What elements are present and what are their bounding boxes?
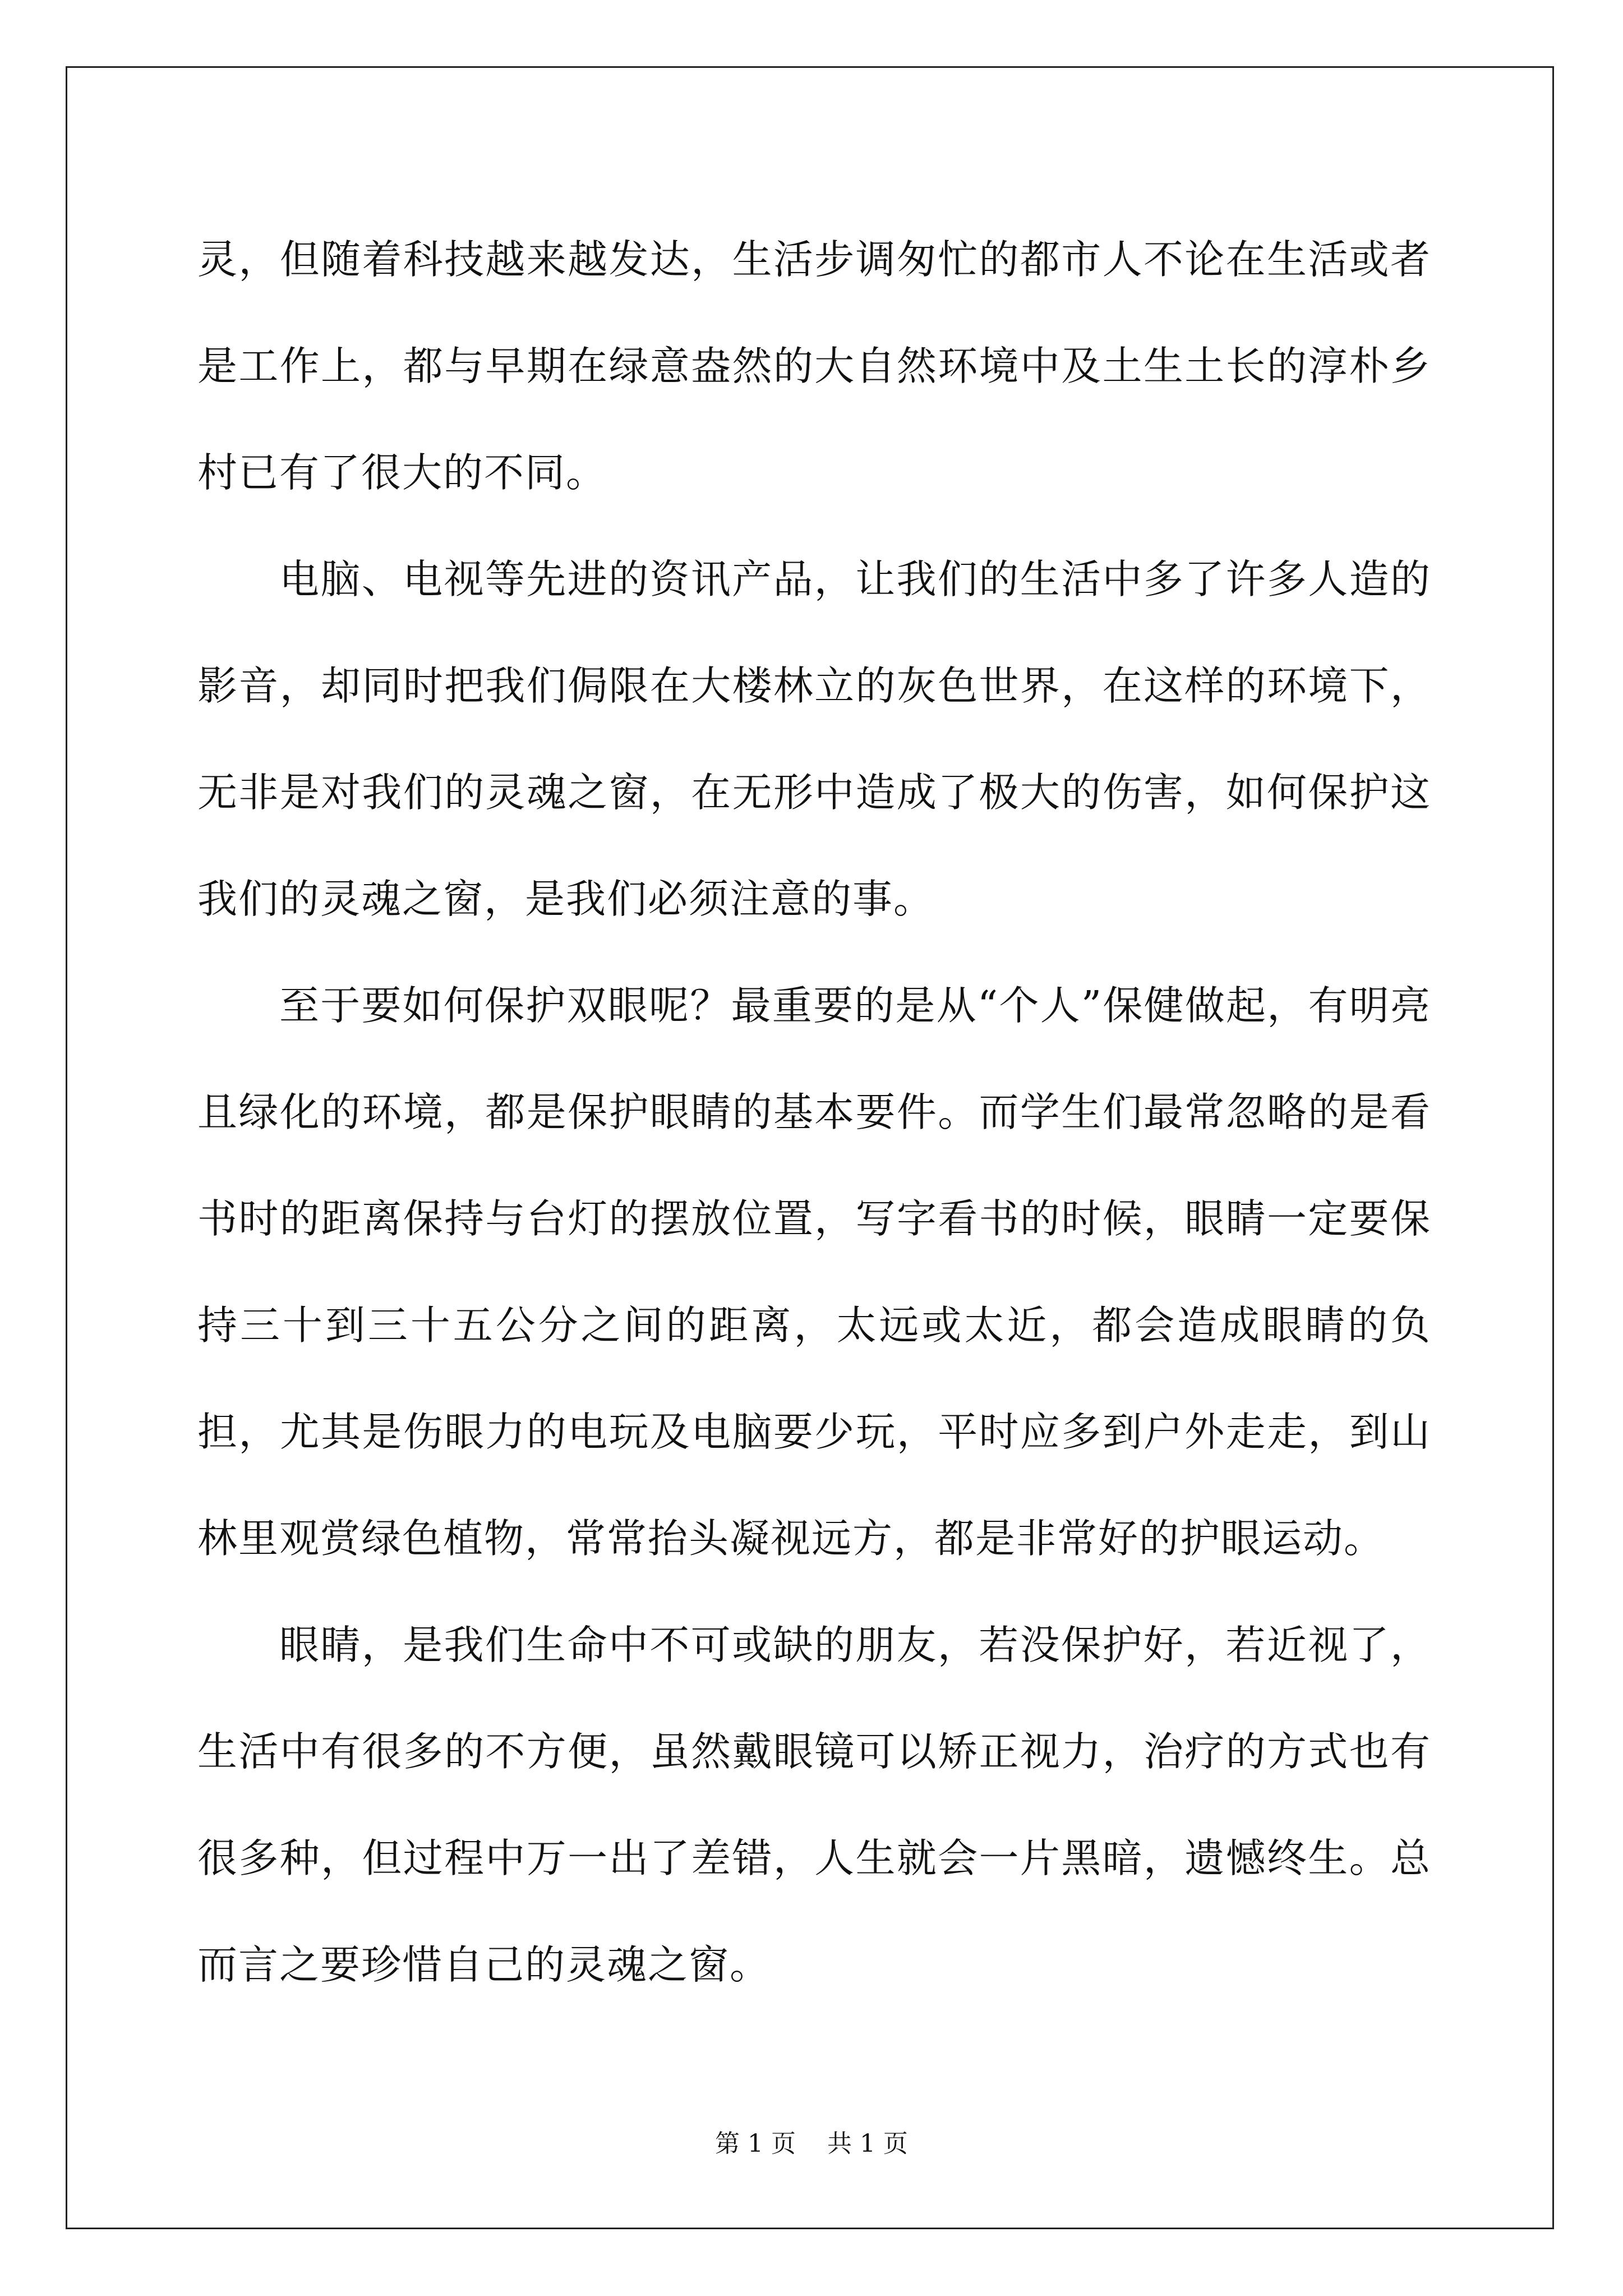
document-body (197, 206, 1431, 2018)
page-number-footer: 第 1 页 共 1 页 (715, 2129, 908, 2158)
paragraph-1: 灵，但随着科技越来越发达，生活步调匆忙的都市人不论在生活或者是工作上，都与早期在绿意盎然的大自然环境中及土生土长的淳朴乡村已有了很大的不同。 (197, 236, 1431, 496)
paragraph-2: 电脑、电视等先进的资讯产品，让我们的生活中多了许多人造的影音，却同时把我们侷限在大楼林立的灰色世界，在这样的环境下，无非是对我们的灵魂之窗，在无形中造成了极大的伤害，如何保护这我们的灵魂之窗，是我们必须注意的事。 (197, 556, 1431, 922)
paragraph-3: 至于要如何保护双眼呢？最重要的是从“个人”保健做起，有明亮且绿化的环境，都是保护眼睛的基本要件。而学生们最常忽略的是看书时的距离保持与台灯的摆放位置，写字看书的时候，眼睛一定要保持三十到三十五公分之间的距离，太远或太近，都会造成眼睛的负担，尤其是伤眼力的电玩及电脑要少玩，平时应多到户外走走，到山林里观赏绿色植物，常常抬头凝视远方，都是非常好的护眼运动。 (197, 982, 1431, 1562)
paragraph-4: 眼睛，是我们生命中不可或缺的朋友，若没保护好，若近视了，生活中有很多的不方便，虽然戴眼镜可以矫正视力，治疗的方式也有很多种，但过程中万一出了差错，人生就会一片黑暗，遗憾终生。总而言之要珍惜自己的灵魂之窗。 (197, 1622, 1431, 1988)
